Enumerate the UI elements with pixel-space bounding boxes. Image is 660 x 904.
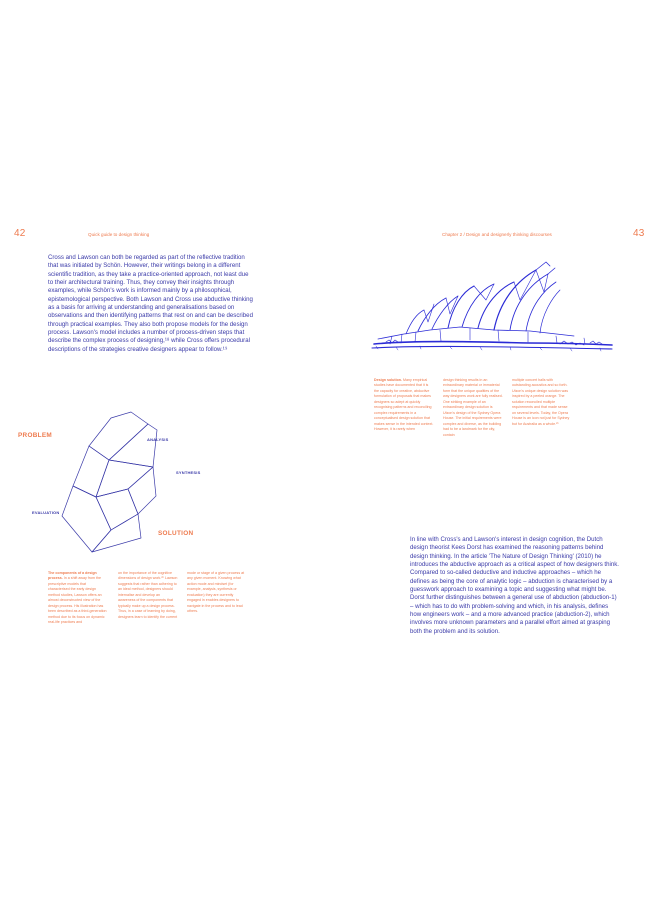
right-body-text: In line with Cross's and Lawson's interest in design cognition, the Dutch design theorist Kees Dorst has examined the reasoning patterns behind design thinking. In the article 'The Nature of Design Thinking' (2010) he introduces the abductive approach as a critical aspect of how designers think. Compared to so-called deductive and inductive approaches – which he defines as being the core of analytic logic – abduction is characterised by a guesswork approach to examining a topic and suggesting what might be. Dorst further distinguishes between a general use of abduction (abduction-1) – which has to do with problem-solving and which, in his analysis, defines how engineers work – and a more advanced practice (abduction-2), which involves more unknown parameters and a parallel effort aimed at grasping both the problem and its solution.: [410, 536, 619, 635]
left-caption-col1-text: In a shift away from the prescriptive models that characterised the early design method studies, Lawson offers an almost deconstructed view of the design process. His illustration has been described as a third-generation method due to its focus on dynamic real-life practices and: [48, 576, 107, 625]
right-caption-title: Design solution.: [374, 378, 402, 382]
label-evaluation: EVALUATION: [32, 510, 60, 515]
right-caption-col2: design thinking results in an extraordinary material or immaterial form that the unique qualities of the way designers work are fully realised. One striking example of an extraordinary design solution is Utzon's design of the Sydney Opera House. The initial requirements were complex and diverse, as the building had to be a landmark for the city, contain: [443, 378, 503, 437]
label-solution: SOLUTION: [158, 530, 194, 537]
label-problem: PROBLEM: [18, 432, 53, 439]
right-caption-col1-text: Many empirical studies have documented that it is the capacity for creative, abductive formulation of proposals that makes designers so adept at quickly recognising patterns and reconciling complex requirements in a conceptualised design solution that makes sense in the intended context. However, it is rarely when: [374, 378, 434, 432]
right-caption-col3: multiple concert halls with outstanding acoustics and so forth. Utzon's unique design solution was inspired by a peeled orange. The solution reconciled multiple requirements and that made sense on several levels. Today, the Opera House is an icon not just for Sydney but for Australia as a whole.²¹: [512, 378, 570, 426]
left-body-text: Cross and Lawson can both be regarded as part of the reflective tradition that was initiated by Schön. However, their writings belong in a different scientific tradition, as they take a practice-oriented approach, not least due to their architectural training. Thus, they convey their insights through examples, while Schön's work is informed mainly by a philosophical, epistemological perspective. Both Lawson and Cross use abductive thinking as a basis for arriving at understanding and generalisations based on observations and then identifying patterns that rest on and can be described through practical examples. They also both propose models for the design process. Lawson's model includes a number of process-driven steps that describe the complex process of designing,¹⁸ while Cross offers procedural descriptions of the strategies creative designers appear to follow.¹⁹: [48, 254, 253, 353]
running-head-right: Chapter 2 / Design and designerly thinking discourses: [442, 232, 552, 237]
right-caption-col1: [374, 378, 434, 433]
left-caption-col2: on the importance of the cognitive dimensions of design work.²⁰ Lawson suggests that rather than adhering to an ideal method, designers should internalise and develop an awareness of the components that typically make up a design process. Thus, in a case of learning by doing, designers learn to identify the current: [118, 571, 178, 619]
left-caption-col3: mode or stage of a given process at any given moment. Knowing what action mode and mindset (for example, analysis, synthesis or evaluation) they are currently engaged in enables designers to navigate in the process and to lead others.: [187, 571, 245, 614]
page-number-right: 43: [633, 228, 645, 239]
page-number-left: 42: [14, 228, 26, 239]
left-caption-title: The components of a design process.: [48, 571, 97, 581]
running-head-left: Quick guide to design thinking: [88, 232, 150, 237]
label-analysis: ANALYSIS: [147, 437, 169, 442]
label-synthesis: SYNTHESIS: [176, 470, 201, 475]
